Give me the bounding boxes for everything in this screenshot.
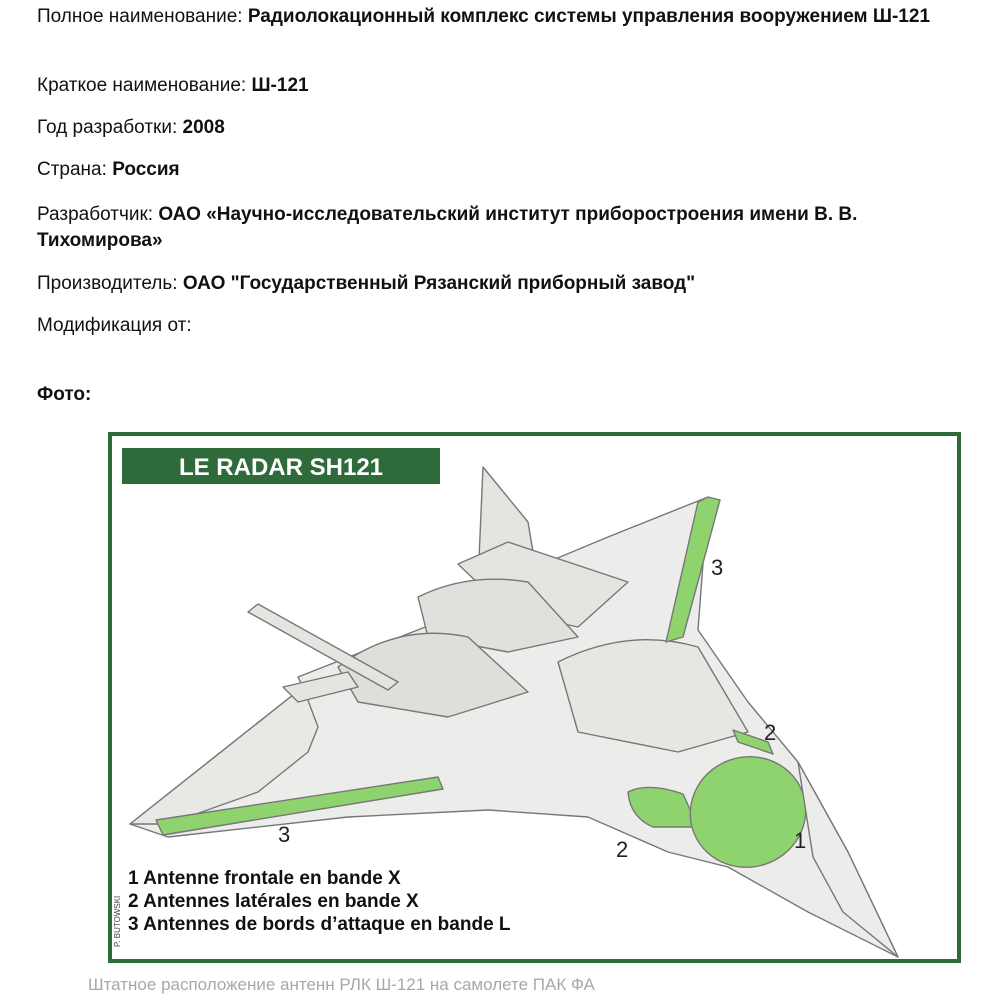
callout-three-right: 3 [711, 555, 724, 580]
spec-year [37, 115, 977, 141]
spec-label: Полное наименование: [37, 6, 248, 27]
spec-label: Производитель: [37, 273, 183, 294]
radar-diagram[interactable] [108, 432, 961, 963]
spec-value: Радиолокационный комплекс системы управления вооружением Ш-121 [247, 6, 931, 27]
legend-item-1: 1 Antenne frontale en bande X [128, 868, 401, 889]
spec-value: 2008 [182, 117, 225, 138]
spec-label: Год разработки: [37, 117, 183, 138]
spec-value: Ш-121 [251, 75, 309, 96]
spec-value: ОАО «Научно-исследовательский институт приборостроения имени В. В. Тихомирова» [37, 204, 858, 251]
spec-value: ОАО "Государственный Рязанский приборный завод" [182, 273, 696, 294]
spec-manufacturer [37, 271, 977, 297]
spec-label: Разработчик: [37, 204, 159, 225]
callout-one: 1 [794, 828, 807, 853]
figure-caption: Штатное расположение антенн РЛК Ш-121 на самолете ПАК ФА [88, 975, 595, 994]
legend-item-3: 3 Antennes de bords d’attaque en bande L [128, 914, 511, 935]
callout-two-upper: 2 [764, 720, 777, 745]
callout-three-left: 3 [278, 822, 291, 847]
spec-full-name [37, 4, 977, 30]
spec-short-name [37, 73, 977, 99]
spec-modification [37, 313, 977, 339]
spec-developer [37, 202, 977, 254]
diagram-title: LE RADAR SH121 [178, 454, 384, 481]
spec-label: Краткое наименование: [37, 75, 252, 96]
spec-value: Россия [112, 159, 180, 180]
spec-label: Страна: [37, 159, 113, 180]
photo-credit: P. BUTOWSKI [113, 895, 122, 947]
legend-item-2: 2 Antennes latérales en bande X [128, 891, 419, 912]
callout-two-lower: 2 [616, 837, 629, 862]
photo-heading: Фото: [37, 384, 92, 405]
spec-country [37, 157, 977, 183]
spec-label: Модификация от: [37, 315, 192, 336]
